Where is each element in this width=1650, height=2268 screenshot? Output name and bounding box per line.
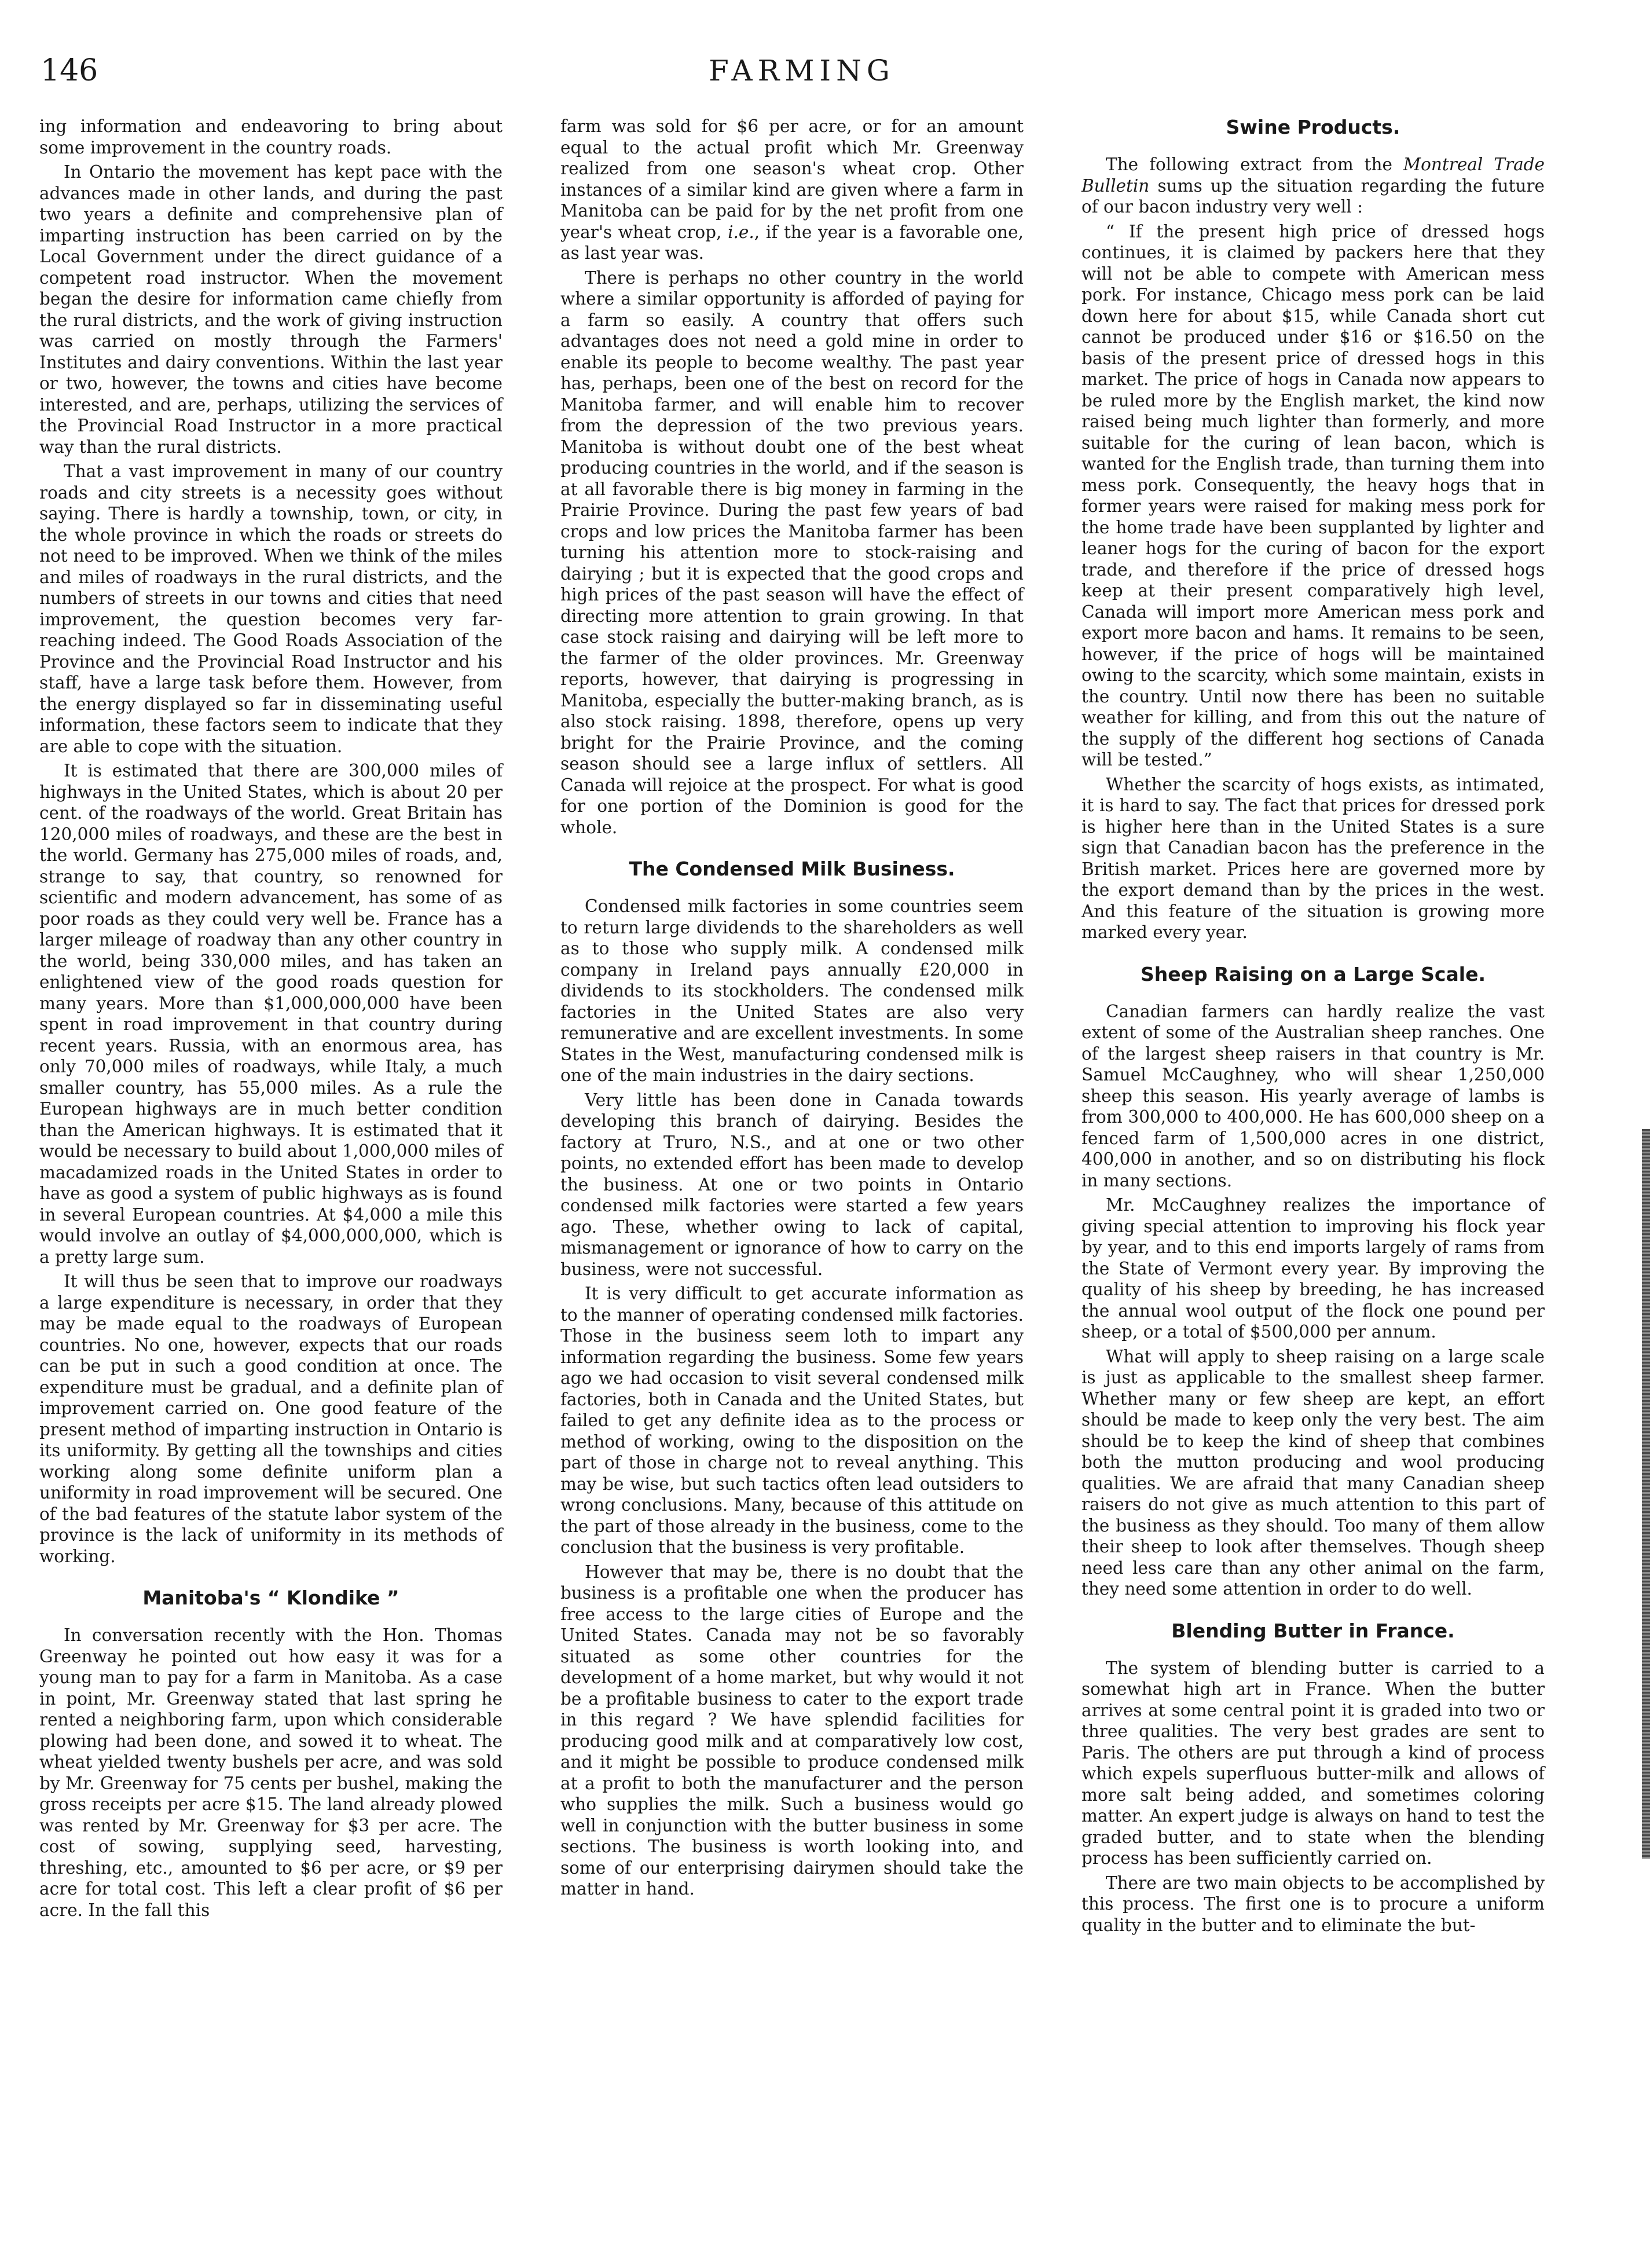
column-1 [39,116,503,1924]
paragraph: Whether the scarcity of hogs exists, as intimated, it is hard to say. The fact that prices for dressed pork is higher here than in the United States is a sure sign that Canadian bacon has the preference in the British market. Prices here are governed more by the export demand than by the prices in the west. And this feature of the situation is growing more marked every year. [1081,774,1545,942]
text-run-italic: i.e. [728,222,754,242]
paragraph: It is estimated that there are 300,000 miles of highways in the United States, which is about 20 per cent. of the roadways of the world. Great Britain has 120,000 miles of roadways, and these are the best in the world. Germany has 275,000 miles of roads, and, strange to say, that country, so renowned for scientific and modern advancement, has some of as poor roads as they could very well be. France has a larger mileage of roadway than any other country in the world, being 330,000 miles, and has taken an enlightened view of the good roads question for many years. More than $1,000,000,000 have been spent in road improvement in that country during recent years. Russia, with an enormous area, has only 70,000 miles of roadways, while Italy, a much smaller country, has 55,000 miles. As a rule the European highways are in much better condition than the American highways. It is estimated that it would be necessary to build about 1,000,000 miles of macadamized roads in the United States in order to have as good a system of public highways as is found in several European countries. At $4,000 a mile this would involve an outlay of $4,000,000,000, which is a pretty large sum. [39,761,503,1267]
paragraph: However that may be, there is no doubt that the business is a profitable one when the producer has free access to the large cities of Europe and the United States. Canada may not be so favorably situated as some other countries for the development of a home market, but why would it not be a profitable business to cater to the export trade in this regard ? We have splendid facilities for producing good milk and at comparatively low cost, and it might be possible to produce condensed milk at a profit to both the manufacturer and the person who supplies the milk. Such a business would go well in conjunction with the butter business in some sections. The business is worth looking into, and some of our enterprising dairymen should take the matter in hand. [560,1562,1024,1899]
paragraph: There are two main objects to be accomplished by this process. The first one is to procure a uniform quality in the butter and to eliminate the but- [1081,1873,1545,1935]
paragraph: Mr. McCaughney realizes the importance of giving special attention to improving his flock year by year, and to this end imports largely of rams from the State of Vermont every year. By improving the quality of his sheep by breeding, he has increased the annual wool output of the flock one pound per sheep, or a total of $500,000 per annum. [1081,1195,1545,1342]
paragraph: That a vast improvement in many of our country roads and city streets is a necessity goes without saying. There is hardly a township, town, or city, in the whole province in which the roads or streets do not need to be improved. When we think of the miles and miles of roadways in the rural districts, and the numbers of streets in our towns and cities that need improvement, the question becomes very far-reaching indeed. The Good Roads Association of the Province and the Provincial Road Instructor and his staff, have a large task before them. However, from the energy displayed so far in disseminating useful information, these factors seem to indicate that they are able to cope with the situation. [39,461,503,756]
paragraph: The system of blending butter is carried to a somewhat high art in France. When the butter arrives at some central point it is graded into two or three qualities. The very best grades are sent to Paris. The others are put through a kind of process which expels superfluous butter-milk and allows of more salt being added, and sometimes coloring matter. An expert judge is always on hand to test the graded butter, and to state when the blending process has been sufficiently carried on. [1081,1658,1545,1868]
scan-edge-artifact [1642,1129,1650,1859]
column-3 [1081,116,1545,1939]
paragraph [1081,154,1545,218]
paragraph: Very little has been done in Canada towards developing this branch of dairying. Besides the factory at Truro, N.S., and at one or two other points, no extended effort has been made to develop the business. At one or two points in Ontario condensed milk factories were started a few years ago. These, whether owing to lack of capital, mismanagement or ignorance of how to carry on the business, were not successful. [560,1090,1024,1279]
paragraph: It will thus be seen that to improve our roadways a large expenditure is necessary, in order that they may be made equal to the roadways of European countries. No one, however, expects that our roads can be put in such a good condition at once. The expenditure must be gradual, and a definite plan of improvement carried on. One good feature of the present method of imparting instruction in Ontario is its uniformity. By getting all the townships and cities working along some definite uniform plan a uniformity in road improvement will be secured. One of the bad features of the statute labor system of the province is the lack of uniformity in its methods of working. [39,1272,503,1566]
section-heading-butter: Blending Butter in France. [1171,1619,1455,1642]
paragraph: Canadian farmers can hardly realize the vast extent of some of the Australian sheep ranches. One of the largest sheep raisers in that country is Mr. Samuel McCaughney, who will shear 1,250,000 sheep this season. His yearly average of lambs is from 300,000 to 400,000. He has 600,000 sheep on a fenced farm of 1,500,000 acres in one district, 400,000 in another, and so on distributing his flock in many sections. [1081,1001,1545,1190]
text-run: sums up the situation regarding the future of our bacon industry very well : [1081,175,1545,217]
paragraph [560,116,1024,264]
quoted-paragraph: “ If the present high price of dressed hogs continues, it is claimed by packers here that they will not be able to compete with American mess pork. For instance, Chicago mess pork can be laid down here for about $15, while Canada short cut cannot be produced under $16 or $16.50 on the basis of the present price of dressed hogs in this market. The price of hogs in Canada now appears to be ruled more by the English market, the kind now raised being much lighter than formerly, and more suitable for the curing of lean bacon, which is wanted for the English trade, than turning them into mess pork. Consequently, the heavy hogs that in former years were raised for making mess pork for the home trade have been supplanted by lighter and leaner hogs for the curing of bacon for the export trade, and therefore if the price of dressed hogs keep at their present comparatively high level, Canada will import more American mess pork and export more bacon and hams. It remains to be seen, however, if the price of hogs will be maintained owing to the scarcity, which some maintain, exists in the country. Until now there has been no suitable weather for killing, and from this out the nature of the supply of the different hog sections of Canada will be tested.” [1081,221,1545,770]
section-heading-condensed-milk: The Condensed Milk Business. [629,858,955,880]
section-heading-klondike: Manitoba's “ Klondike ” [142,1586,399,1609]
column-2 [560,116,1024,1903]
text-run: farm was sold for $6 per acre, or for an amount equal to the actual profit which Mr. Greenway realized from one season's wheat crop. Other instances of a similar kind are given where a farm in Manitoba can be paid for by the net profit from one year's wheat crop, [560,116,1024,242]
page-header [41,53,1563,94]
paragraph: In Ontario the movement has kept pace with the advances made in other lands, and during the past two years a definite and comprehensive plan of imparting instruction has been carried on by the Local Government under the direct guidance of a competent road instructor. When the movement began the desire for information came chiefly from the rural districts, and the work of giving instruction was carried on mostly through the Farmers' Institutes and dairy conventions. Within the last year or two, however, the towns and cities have become interested, and are, perhaps, utilizing the services of the Provincial Road Instructor in a more practical way than the rural districts. [39,162,503,457]
paragraph: ing information and endeavoring to bring about some improvement in the country roads. [39,116,503,157]
page-number: 146 [41,53,98,88]
section-heading-sheep: Sheep Raising on a Large Scale. [1141,962,1486,985]
text-run: The following extract from the [1106,155,1403,174]
paragraph: It is very difficult to get accurate information as to the manner of operating condensed milk factories. Those in the business seem loth to impart any information regarding the business. Some few years ago we had occasion to visit several condensed milk factories, both in Canada and the United States, but failed to get any definite idea as to the process or method of working, owing to the disposition on the part of those in charge not to reveal anything. This may be wise, but such tactics often lead outsiders to wrong conclusions. Many, because of this attitude on the part of those already in the business, come to the conclusion that the business is very profitable. [560,1284,1024,1557]
page-title: FARMING [709,54,895,87]
section-heading-swine: Swine Products. [1226,116,1400,138]
text-run: , if the year is a favorable one, as last year was. [560,222,1024,263]
paragraph: What will apply to sheep raising on a large scale is just as applicable to the smallest sheep farmer. Whether many or few sheep are kept, an effort should be made to keep only the very best. The aim should be to keep the kind of sheep that combines both the mutton producing and wool producing qualities. We are afraid that many Canadian sheep raisers do not give as much attention to this part of the business as they should. Too many of them allow their sheep to look after themselves. Though sheep need less care than any other animal on the farm, they need some attention in order to do well. [1081,1346,1545,1599]
paragraph: There is perhaps no other country in the world where a similar opportunity is afforded of paying for a farm so easily. A country that offers such advantages does not need a gold mine in order to enable its people to become wealthy. The past year has, perhaps, been one of the best on record for the Manitoba farmer, and will enable him to recover from the depression of the two previous years. Manitoba is without doubt one of the best wheat producing countries in the world, and if the season is at all favorable there is big money in farming in the Prairie Province. During the past few years of bad crops and low prices the Manitoba farmer has been turning his attention more to stock-raising and dairying ; but it is expected that the good crops and high prices of the past season will have the effect of directing more attention to grain growing. In that case stock raising and dairying will be left more to the farmer of the older provinces. Mr. Greenway reports, however, that dairying is progressing in Manitoba, especially the butter-making branch, as is also stock raising. 1898, therefore, opens up very bright for the Prairie Province, and the coming season should see a large influx of settlers. All Canada will rejoice at the prospect. For what is good for one portion of the Dominion is good for the whole. [560,268,1024,837]
journal-title: Montreal Trade Bulletin [1081,155,1545,196]
paragraph: Condensed milk factories in some countries seem to return large dividends to the shareholders as well as to those who supply milk. A condensed milk company in Ireland pays annually £20,000 in dividends to its stockholders. The condensed milk factories in the United States are also very remunerative and are excellent investments. In some States in the West, manufacturing condensed milk is one of the main industries in the dairy sections. [560,896,1024,1085]
paragraph: In conversation recently with the Hon. Thomas Greenway he pointed out how easy it was for a young man to pay for a farm in Manitoba. As a case in point, Mr. Greenway stated that last spring he rented a neighboring farm, upon which considerable plowing had been done, and sowed it to wheat. The wheat yielded twenty bushels per acre, and was sold by Mr. Greenway for 75 cents per bushel, making the gross receipts per acre $15. The land already plowed was rented by Mr. Greenway for $3 per acre. The cost of sowing, supplying seed, harvesting, threshing, etc., amounted to $6 per acre, or $9 per acre for total cost. This left a clear profit of $6 per acre. In the fall this [39,1625,503,1920]
